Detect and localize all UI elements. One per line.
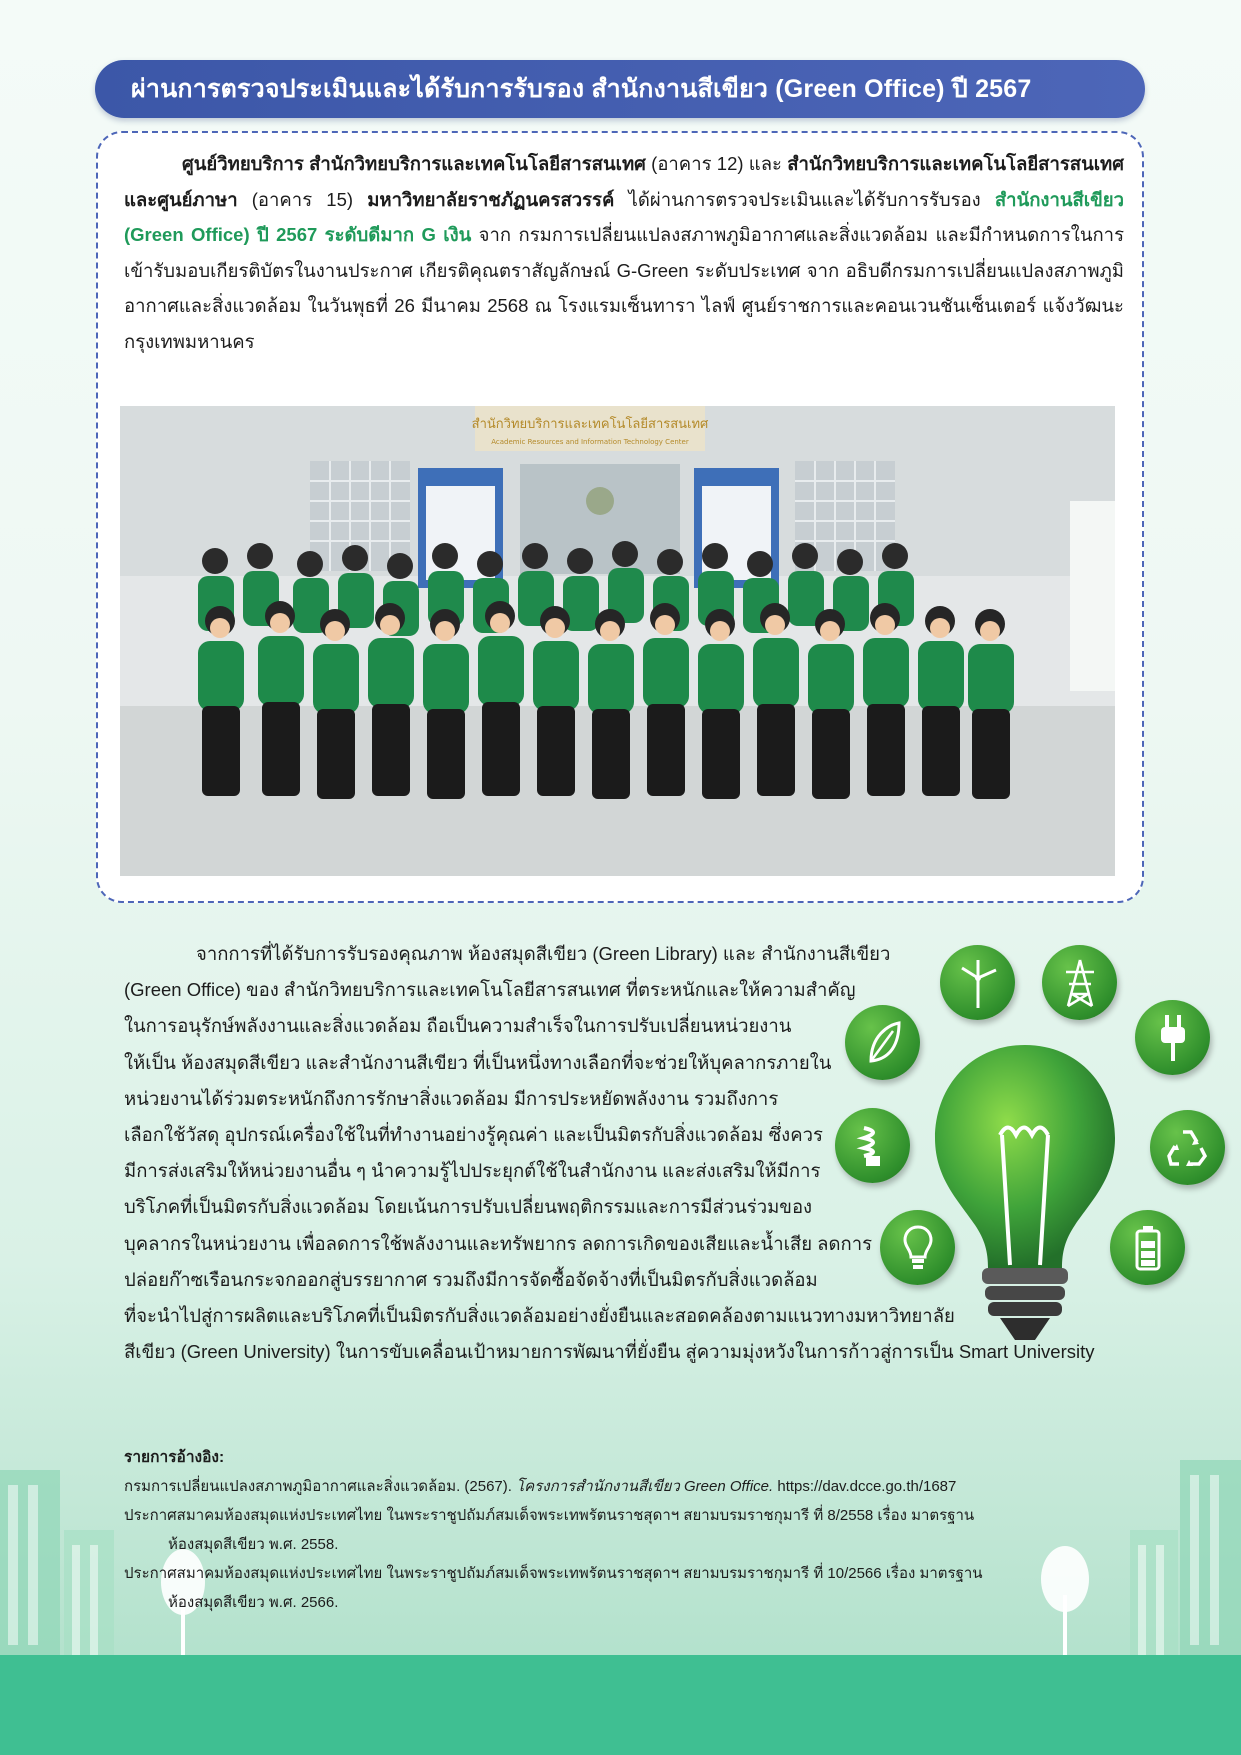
photo-sign-en: Academic Resources and Information Technology Center	[491, 438, 689, 446]
intro-text-4: จาก กรมการเปลี่ยนแปลงสภาพภูมิอากาศและสิ่งแวดล้อม และมีกำหนดการในการเข้ารับมอบเกียรติบัตรในงานประกาศ เกียรติคุณตราสัญลักษณ์ G-Green ระดับประเทศ จาก อธิบดีกรมการเปลี่ยนแปลงสภาพภูมิอากาศและสิ่งแวดล้อม ในวันพุธที่ 26 มีนาคม 2568 ณ โรงแรมเซ็นทารา ไลฟ์ ศูนย์ราชการและคอนเวนชันเซ็นเตอร์ แจ้งวัฒนะ กรุงเทพมหานคร	[124, 224, 1125, 352]
body-line: จากการที่ได้รับการรับรองคุณภาพ ห้องสมุดสีเขียว (Green Library) และ สำนักงานสีเขียว	[196, 943, 891, 964]
body-line: ปล่อยก๊าซเรือนกระจกออกสู่บรรยากาศ รวมถึงมีการจัดซื้อจัดจ้างที่เป็นมิตรกับสิ่งแวดล้อม	[124, 1268, 818, 1290]
intro-bold-2: สำนักวิทยบริการและเทคโนโลยีสารสนเทศ และศูนย์ภาษา	[124, 153, 1124, 210]
reference-author: กรมการเปลี่ยนแปลงสภาพภูมิอากาศและสิ่งแวดล้อม. (2567).	[124, 1478, 517, 1495]
footer-band	[0, 1655, 1241, 1755]
body-line: (Green Office) ของ สำนักวิทยบริการและเทคโนโลยีสารสนเทศ ที่ตระหนักและให้ความสำคัญ	[124, 979, 856, 1001]
reference-continuation: ห้องสมุดสีเขียว พ.ศ. 2558.	[168, 1536, 339, 1553]
page-title: ผ่านการตรวจประเมินและได้รับการรับรอง สำนักงานสีเขียว (Green Office) ปี 2567	[131, 75, 1032, 103]
body-line: เลือกใช้วัสดุ อุปกรณ์เครื่องใช้ในที่ทำงานอย่างรู้คุณค่า และเป็นมิตรกับสิ่งแวดล้อม ซึ่งควร	[124, 1124, 823, 1146]
body-line: มีการส่งเสริมให้หน่วยงานอื่น ๆ นำความรู้ไปประยุกต์ใช้ในสำนักงาน และส่งเสริมให้มีการ	[124, 1160, 821, 1182]
body-line: บุคลากรในหน่วยงาน เพื่อลดการใช้พลังงานและทรัพยากร ลดการเกิดของเสียและน้ำเสีย ลดการ	[124, 1232, 873, 1254]
intro-text-2: (อาคาร 15)	[237, 188, 368, 210]
body-line: หน่วยงานได้ร่วมตระหนักถึงการรักษาสิ่งแวดล้อม มีการประหยัดพลังงาน รวมถึงการ	[124, 1087, 779, 1109]
references-heading: รายการอ้างอิง:	[124, 1449, 225, 1466]
body-line: ให้เป็น ห้องสมุดสีเขียว และสำนักงานสีเขียว ที่เป็นหนึ่งทางเลือกที่จะช่วยให้บุคลากรภายใน	[124, 1051, 832, 1073]
reference-item	[124, 1472, 1104, 1501]
intro-bold-1: ศูนย์วิทยบริการ สำนักวิทยบริการและเทคโนโลยีสารสนเทศ	[182, 153, 646, 174]
reference-item: ประกาศสมาคมห้องสมุดแห่งประเทศไทย ในพระราชูปถัมภ์สมเด็จพระเทพรัตนราชสุดาฯ สยามบรมราชกุมารี ที่ 8/2558 เรื่อง มาตรฐาน	[124, 1507, 975, 1524]
photo-sign-th: สำนักวิทยบริการและเทคโนโลยีสารสนเทศ	[471, 417, 709, 432]
body-line: บริโภคที่เป็นมิตรกับสิ่งแวดล้อม โดยเน้นการปรับเปลี่ยนพฤติกรรมและการมีส่วนร่วมของ	[124, 1196, 813, 1218]
intro-text-3: ได้ผ่านการตรวจประเมินและได้รับการรับรอง	[614, 188, 995, 210]
reference-continuation: ห้องสมุดสีเขียว พ.ศ. 2566.	[168, 1594, 339, 1611]
battery-icon	[1110, 1210, 1185, 1285]
reference-url[interactable]: https://dav.dcce.go.th/1687	[773, 1478, 957, 1495]
reference-item: ประกาศสมาคมห้องสมุดแห่งประเทศไทย ในพระราชูปถัมภ์สมเด็จพระเทพรัตนราชสุดาฯ สยามบรมราชกุมารี ที่ 10/2566 เรื่อง มาตรฐาน	[124, 1565, 983, 1582]
leaf-icon	[845, 1005, 920, 1080]
wind-turbine-icon	[940, 945, 1015, 1020]
reference-title: โครงการสำนักงานสีเขียว Green Office.	[516, 1478, 774, 1495]
cfl-bulb-icon	[835, 1108, 910, 1183]
references-section	[124, 1443, 1104, 1617]
intro-text-1: (อาคาร 12) และ	[645, 153, 788, 174]
intro-paragraph	[124, 146, 1124, 359]
body-line: ที่จะนำไปสู่การผลิตและบริโภคที่เป็นมิตรกับสิ่งแวดล้อมอย่างยั่งยืนและสอดคล้องตามแนวทางมหาวิทยาลัย	[124, 1305, 955, 1327]
light-bulb-icon	[930, 1040, 1120, 1360]
group-photo-illustration	[120, 406, 1115, 876]
power-tower-icon	[1042, 945, 1117, 1020]
recycle-icon	[1150, 1110, 1225, 1185]
group-photo	[120, 406, 1115, 876]
plug-icon	[1135, 1000, 1210, 1075]
led-bulb-icon	[880, 1210, 955, 1285]
city-silhouette-right	[1120, 1440, 1241, 1660]
title-banner	[95, 60, 1145, 118]
intro-bold-3: มหาวิทยาลัยราชภัฏนครสวรรค์	[367, 188, 615, 210]
body-line: ในการอนุรักษ์พลังงานและสิ่งแวดล้อม ถือเป็นความสำเร็จในการปรับเปลี่ยนหน่วยงาน	[124, 1015, 792, 1037]
intro-highlight: สำนักงานสีเขียว (Green Office) ปี 2567 ระดับดีมาก G เงิน	[124, 188, 1124, 245]
body-line: สีเขียว (Green University) ในการขับเคลื่อนเป้าหมายการพัฒนาที่ยั่งยืน สู่ความมุ่งหวังในการก้าวสู่การเป็น Smart University	[124, 1341, 1095, 1363]
